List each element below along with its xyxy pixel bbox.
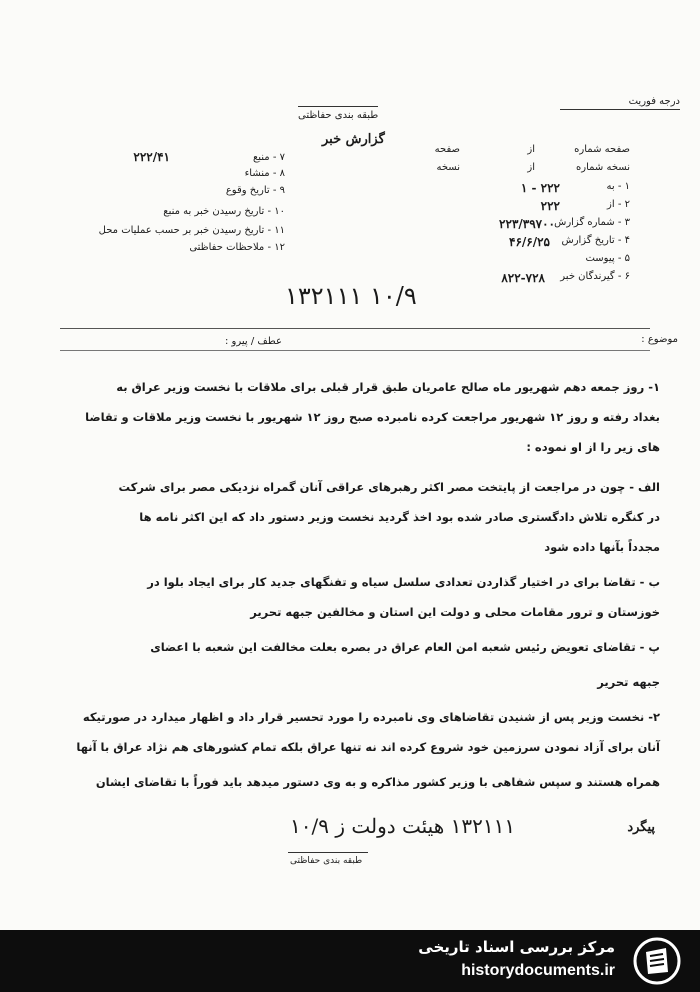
field-label: نسخه شماره [576, 162, 630, 173]
field-source [25, 152, 285, 168]
archive-logo-icon [632, 936, 682, 986]
field-label: صفحه شماره [574, 144, 630, 155]
field-label: ۹ - تاریخ وقوع [225, 185, 285, 196]
field-label: ۱۱ - تاریخ رسیدن خبر بر حسب عملیات محل [98, 225, 285, 236]
field-label: ۴ - تاریخ گزارش [561, 235, 630, 246]
field-label: ۷ - منبع [252, 152, 285, 163]
field-security-notes [25, 242, 285, 258]
field-value: ۲۲۲ - ۱ [520, 181, 560, 195]
body-line: خوزستان و ترور مقامات محلی و دولت این استان و مخالفین جبهه تحریر [250, 605, 660, 619]
body-line: مجدداً بآنها داده شود [544, 540, 660, 554]
field-end: صفحه [434, 144, 460, 155]
field-value: ۲۲۲ [540, 199, 560, 213]
body-line: ۱- روز جمعه دهم شهریور ماه صالح عامریان طبق قرار قبلی برای ملاقات با نخست وزیر عراق به [116, 380, 660, 394]
field-value: ۸۲۲-۷۲۸ [501, 271, 545, 285]
body-line: های زیر را از او نموده : [526, 440, 660, 454]
field-operation-date [25, 225, 285, 241]
body-line: آنان برای آزاد نمودن سرزمین خود شروع کرده اند نه تنها عراق بلکه تمام کشورهای هم نژاد عراق با آنها [76, 740, 660, 754]
field-attachment [340, 253, 630, 269]
body-line: جبهه تحریر [597, 675, 660, 689]
separator-line-2 [60, 350, 650, 351]
body-line: پ - تقاضای تعویض رئیس شعبه امن العام عراق در بصره بعلت مخالفت این شعبه با اعضای [150, 640, 660, 654]
field-to [340, 181, 630, 197]
body-line: در کنگره تلاش دادگستری صادر شده بود اخذ گردید نخست وزیر دستور داد که این اکثر نامه ها [139, 510, 660, 524]
separator-line [60, 328, 650, 329]
field-label: ۶ - گیرندگان خبر [560, 271, 630, 282]
body-line: ب - تقاضا برای در اختیار گذاردن تعدادی سلسل سیاه و تفنگهای جدید کار برای ایجاد بلوا در [147, 575, 660, 589]
field-label: ۱۲ - ملاحظات حفاظتی [189, 242, 285, 253]
field-receipt-date [25, 206, 285, 222]
field-page-number [340, 144, 630, 160]
subject-label: موضوع : [641, 334, 678, 345]
watermark-title: مرکز بررسی اسناد تاریخی [418, 938, 615, 956]
classification-top-line [298, 106, 378, 107]
watermark-bar [0, 930, 700, 992]
field-mid: از [527, 144, 535, 155]
field-occurrence-date [25, 185, 285, 201]
reference-label: عطف / پیرو : [225, 336, 282, 347]
field-origin [25, 168, 285, 184]
field-report-number [340, 217, 630, 233]
watermark-url: historydocuments.ir [461, 962, 615, 979]
field-copy-number [340, 162, 630, 178]
field-value: ۲۲۳/۳۹۷۰۰ [499, 217, 555, 231]
field-label: ۱۰ - تاریخ رسیدن خبر به منبع [163, 206, 285, 217]
field-report-date [340, 235, 630, 251]
field-label: ۵ - پیوست [585, 253, 630, 264]
signature-prefix: پیگرد [627, 820, 655, 835]
priority-underline [560, 109, 680, 110]
field-label: ۳ - شماره گزارش [554, 217, 630, 228]
body-line: الف - چون در مراجعت از پایتخت مصر اکثر رهبرهای عراقی آنان گمراه نزدیکی مصر برای شرکت [118, 480, 660, 494]
field-from [340, 199, 630, 215]
classification-bottom: طبقه بندی حفاظتی [290, 856, 363, 866]
document-title: گزارش خبر [322, 132, 385, 147]
priority-label: درجه فوریت [628, 96, 680, 107]
handwritten-signature-line: ۱۳۲۱۱۱ هیئت دولت ز ۱۰/۹ [290, 814, 516, 838]
field-label: ۲ - از [607, 199, 630, 210]
body-line: ۲- نخست وزیر پس از شنیدن تقاضاهای وی نامبرده را مورد تحسیر قرار داد و اظهار میدارد در صورتیکه [82, 710, 660, 724]
field-value: ۴۶/۶/۲۵ [509, 235, 550, 249]
classification-top: طبقه بندی حفاظتی [298, 110, 379, 121]
field-label: ۸ - منشاء [244, 168, 285, 179]
handwritten-number: ۱۳۲۱۱۱ ۱۰/۹ [285, 282, 417, 310]
field-end: نسخه [436, 162, 460, 173]
classification-bottom-line [288, 852, 368, 853]
field-value: ۲۲۲/۴۱ [133, 150, 170, 164]
body-line: بغداد رفته و روز ۱۲ شهریور مراجعت کرده نامبرده صبح روز ۱۲ شهریور با نخست وزیر ملاقات و تقاضا [85, 410, 660, 424]
field-mid: از [527, 162, 535, 173]
body-line: همراه هستند و سپس شفاهی با وزیر کشور مذاکره و به وی دستور میدهد باید فوراً با تقاضای ایشان [95, 775, 660, 789]
field-label: ۱ - به [606, 181, 630, 192]
